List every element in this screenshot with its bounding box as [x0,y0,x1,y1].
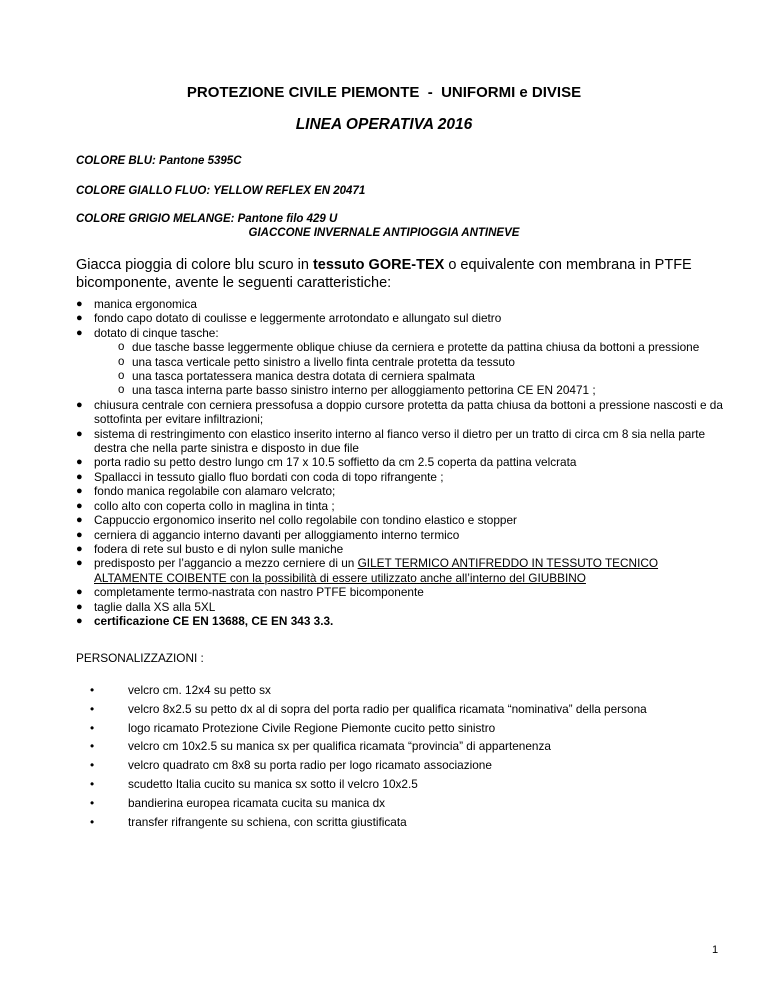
intro-paragraph [76,256,716,292]
list-item [76,614,726,628]
document-subtitle: LINEA OPERATIVA 2016 [295,116,473,133]
bullet-icon: ● [76,326,83,339]
sublist-item: o due tasche basse leggermente oblique chiuse da cerniera e protette da pattina chiusa da bottoni a pressione [118,340,700,355]
document-title: PROTEZIONE CIVILE PIEMONTE - UNIFORMI e DIVISE [186,84,582,101]
bullet-icon: • [90,795,95,810]
list-item: • bandierina europea ricamata cucita su manica dx [90,794,740,813]
list-item: ● fodera di rete sul busto e di nylon sulle maniche [76,541,344,556]
list-item: • scudetto Italia cucito su manica sx sotto il velcro 10x2.5 [90,775,740,794]
list-item: ● fondo capo dotato di coulisse e leggermente arrotondato e allungato sul dietro [76,311,502,326]
circle-bullet-icon: o [118,355,125,368]
sublist-item: o una tasca verticale petto sinistro a livello finta centrale protetta da tessuto [118,354,515,369]
list-item: • velcro 8x2.5 su petto dx al di sopra del porta radio per qualifica ricamata “nominativa” della persona [90,700,740,719]
bullet-icon: ● [76,398,83,411]
list-item: • logo ricamato Protezione Civile Regione Piemonte cucito petto sinistro [90,719,740,738]
list-item: ● chiusura centrale con cerniera pressofusa a doppio cursore protetta da patta chiusa da bottoni a pressione nascosti e da sottofinta per evitare infiltrazioni; [76,397,723,427]
list-item: • velcro quadrato cm 8x8 su porta radio per logo ricamato associazione [90,756,740,775]
gilet-underlined-text: GILET TERMICO ANTIFREDDO IN TESSUTO TECNICO ALTAMENTE COIBENTE con la possibilità di essere utilizzato anche all’interno del GIUBBINO [94,556,659,585]
list-item: ● collo alto con coperta collo in maglina in tinta ; [76,498,335,513]
list-item: ● cerniera di aggancio interno davanti per alloggiamento interno termico [76,527,460,542]
bullet-icon: • [90,701,95,716]
bullet-icon: • [90,776,95,791]
list-item: • transfer rifrangente su schiena, con scritta giustificata [90,813,740,832]
list-item: ● taglie dalla XS alla 5XL [76,599,216,614]
bullet-icon: ● [76,485,83,498]
bullet-icon: ● [76,557,83,570]
color-grey-spec: COLORE GRIGIO MELANGE: Pantone filo 429 U [76,213,338,225]
bullet-icon: • [90,683,95,697]
intro-text-c: o equivalente con membrana in PTFE bicomponente, avente le seguenti caratteristiche: [76,257,692,291]
circle-bullet-icon: o [118,384,125,397]
list-item: ● manica ergonomica [76,297,197,311]
certification-text: certificazione CE EN 13688, CE EN 343 3.3. [94,613,334,628]
personalizzazioni-list [90,681,740,831]
circle-bullet-icon: o [118,370,125,383]
pockets-sublist [94,340,726,398]
list-item: ● porta radio su petto destro lungo cm 17 x 10.5 soffietto da cm 2.5 coperta da pattina velcrata [76,455,577,470]
list-item: ● dotato di cinque tasche: o due tasche basse leggermente oblique chiuse da cerniera e protette da pattina chiusa da bottoni a pressione o una tasca verticale petto sinistro a livello finta centrale protetta da tessuto o una tasca portatessera manica destra dotata di cerniera spalmata o una tasca interna parte basso sinistro interno per alloggiamento pettorina CE EN 20471 ; [76,326,726,398]
circle-bullet-icon: o [118,341,125,354]
list-item: ● predisposto per l’aggancio a mezzo cerniere di un GILET TERMICO ANTIFREDDO IN TESSUTO TECNICO ALTAMENTE COIBENTE con la possibilità di essere utilizzato anche all’interno del GIUBBINO [76,556,659,585]
bullet-icon: • [90,814,95,829]
features-list [76,297,726,628]
bullet-icon: ● [76,586,83,599]
bullet-icon: ● [76,542,83,555]
list-item: ● Spallacci in tessuto giallo fluo bordati con coda di topo rifrangente ; [76,469,444,484]
bullet-icon: ● [76,427,83,440]
intro-text-a: Giacca pioggia di colore blu scuro in [76,257,313,273]
intro-text-fabric: tessuto GORE-TEX [312,257,445,273]
list-item: ● completamente termo-nastrata con nastro PTFE bicomponente [76,585,424,600]
bullet-icon: • [90,758,95,773]
list-item: • velcro cm. 12x4 su petto sx [90,681,740,700]
bullet-icon: ● [76,456,83,469]
bullet-icon: ● [76,528,83,541]
bullet-icon: ● [76,514,83,527]
bullet-icon: ● [76,470,83,483]
bullet-icon: ● [76,614,83,627]
personalizzazioni-heading: PERSONALIZZAZIONI : [76,651,204,665]
color-yellow-spec: COLORE GIALLO FLUO: YELLOW REFLEX EN 20471 [76,185,366,197]
bullet-icon: ● [76,312,83,325]
list-item: ● sistema di restringimento con elastico inserito interno al fianco verso il dietro per un tratto di circa cm 8 sia nella parte destra che nella parte sinistra e disposto in due file [76,426,706,456]
list-item: • velcro cm 10x2.5 su manica sx per qualifica ricamata “provincia” di appartenenza [90,737,740,756]
section-heading: GIACCONE INVERNALE ANTIPIOGGIA ANTINEVE [248,227,520,239]
page-number: 1 [712,944,719,956]
list-item: ● Cappuccio ergonomico inserito nel collo regolabile con tondino elastico e stopper [76,513,517,528]
list-item: ● fondo manica regolabile con alamaro velcrato; [76,484,336,499]
bullet-icon: ● [76,298,83,310]
color-blue-spec: COLORE BLU: Pantone 5395C [76,155,242,167]
bullet-icon: • [90,739,95,754]
bullet-icon: • [90,720,95,735]
sublist-item: o una tasca interna parte basso sinistro interno per alloggiamento pettorina CE EN 20471 ; [118,383,596,398]
bullet-icon: ● [76,600,83,613]
sublist-item: o una tasca portatessera manica destra dotata di cerniera spalmata [118,369,475,384]
bullet-icon: ● [76,499,83,512]
